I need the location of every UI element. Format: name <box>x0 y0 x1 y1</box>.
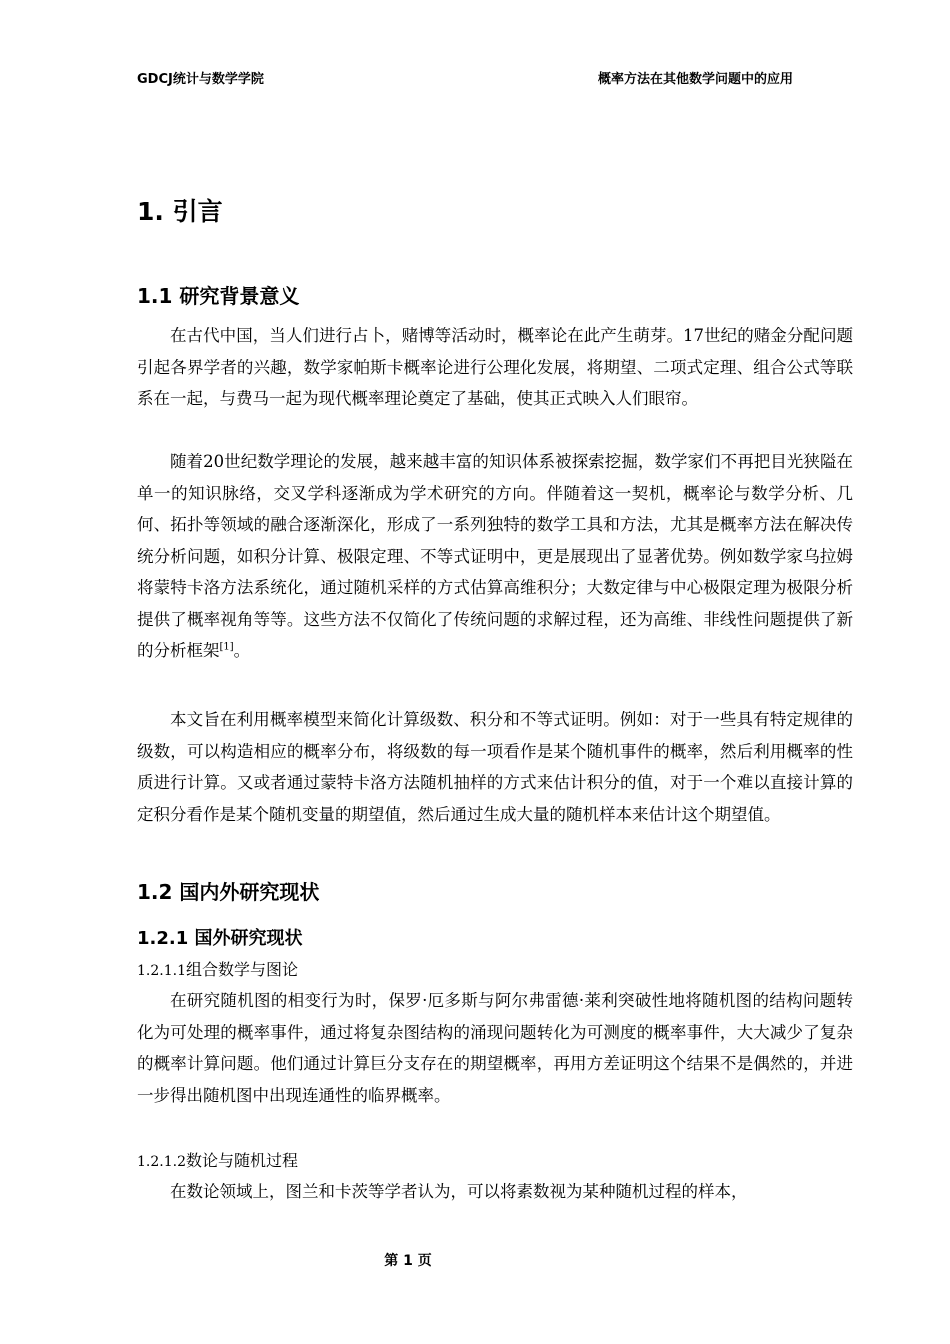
header-institution: GDCJ统计与数学学院 <box>137 72 264 87</box>
section-1-2-1-1-title: 组合数学与图论 <box>185 960 298 979</box>
page-number: 第 1 页 <box>384 1253 432 1269</box>
paragraph-number-theory: 在数论领域上，图兰和卡茨等学者认为，可以将素数视为某种随机过程的样本， <box>170 1182 748 1201</box>
paragraph-background-2-text: 随着20世纪数学理论的发展，越来越丰富的知识体系被探索挖掘，数学家们不再把目光狭隘在单一的知识脉络，交叉学科逐渐成为学术研究的方向。伴随着这一契机，概率论与数学分析、几何、拓扑等领域的融合逐渐深化，形成了一系列独特的数学工具和方法，尤其是概率方法在解决传统分析问题，如积分计算、极限定理、不等式证明中，更是展现出了显著优势。例如数学家乌拉姆将蒙特卡洛方法系统化，通过随机采样的方式估算高维积分；大数定律与中心极限定理为极限分析提供了概率视角等等。这些方法不仅简化了传统问题的求解过程，还为高维、非线性问题提供了新的分析框架 <box>137 452 853 660</box>
paragraph-background-1: 在古代中国，当人们进行占卜，赌博等活动时，概率论在此产生萌芽。17世纪的赌金分配问题引起各界学者的兴趣，数学家帕斯卡概率论进行公理化发展，将期望、二项式定理、组合公式等联系在一起，与费马一起为现代概率理论奠定了基础，使其正式映入人们眼帘。 <box>137 326 853 408</box>
citation-ref: [1] <box>219 641 234 653</box>
section-1-2-1-2-number: 1.2.1.2 <box>137 1154 186 1170</box>
section-1-1-heading: 1.1 研究背景意义 <box>137 284 300 308</box>
section-1-2-1-2-heading <box>137 1148 298 1171</box>
section-1-2-1-1-number: 1.2.1.1 <box>137 963 186 979</box>
section-1-2-1-1-heading <box>137 957 298 980</box>
paragraph-background-3: 本文旨在利用概率模型来简化计算级数、积分和不等式证明。例如：对于一些具有特定规律的级数，可以构造相应的概率分布，将级数的每一项看作是某个随机事件的概率，然后利用概率的性质进行计算。又或者通过蒙特卡洛方法随机抽样的方式来估计积分的值，对于一个难以直接计算的定积分看作是某个随机变量的期望值，然后通过生成大量的随机样本来估计这个期望值。 <box>137 710 853 824</box>
section-1-heading: 1. 引言 <box>137 197 223 226</box>
header-paper-title: 概率方法在其他数学问题中的应用 <box>597 72 793 87</box>
section-1-2-1-heading: 1.2.1 国外研究现状 <box>137 928 303 949</box>
paragraph-background-2-end: 。 <box>233 641 251 660</box>
paragraph-background-2 <box>137 446 853 667</box>
paragraph-combinatorics: 在研究随机图的相变行为时，保罗·厄多斯与阿尔弗雷德·莱利突破性地将随机图的结构问题转化为可处理的概率事件，通过将复杂图结构的涌现问题转化为可测度的概率事件，大大减少了复杂的概率计算问题。他们通过计算巨分支存在的期望概率，再用方差证明这个结果不是偶然的，并进一步得出随机图中出现连通性的临界概率。 <box>137 991 853 1105</box>
section-1-2-1-2-title: 数论与随机过程 <box>185 1151 298 1170</box>
section-1-2-heading: 1.2 国内外研究现状 <box>137 880 320 904</box>
